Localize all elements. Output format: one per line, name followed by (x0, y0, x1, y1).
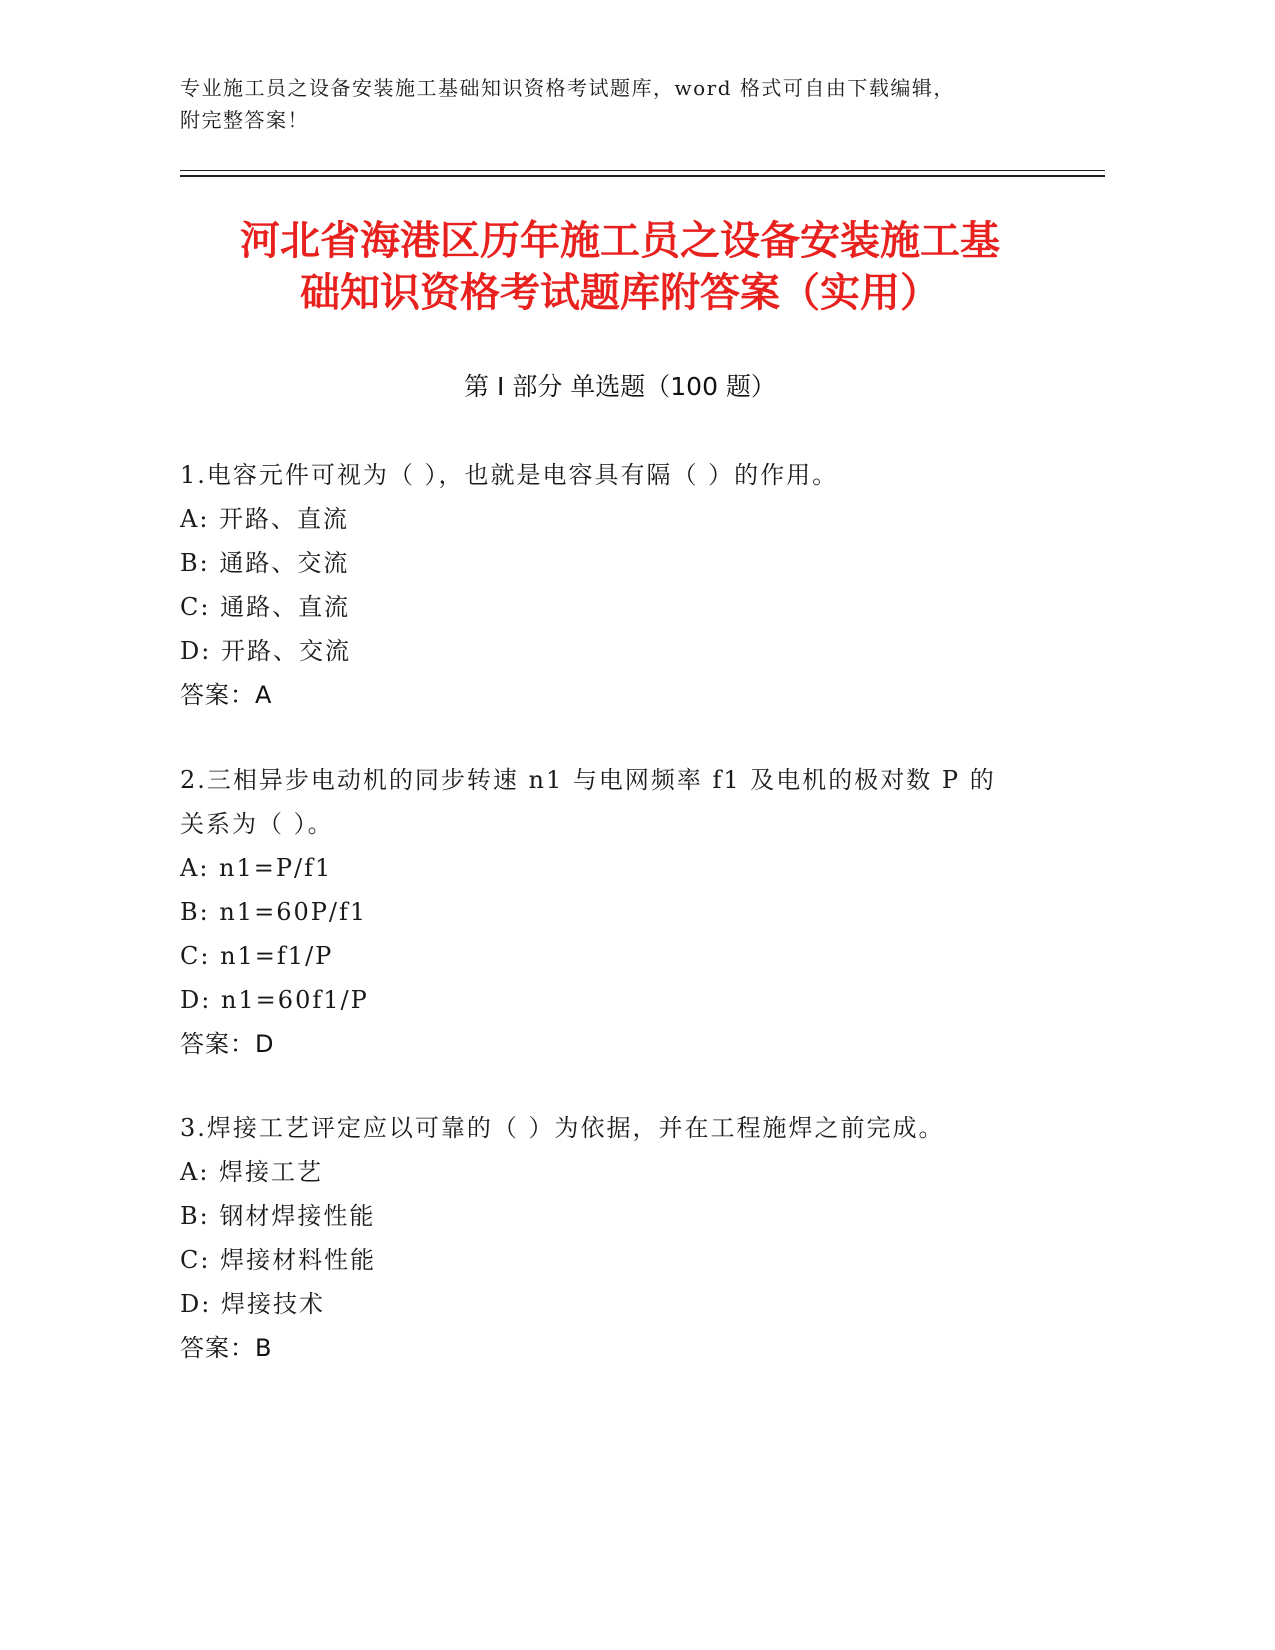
answer-line: 答案：D (180, 1030, 275, 1058)
question-stem (180, 453, 1060, 497)
answer-line: 答案：A (180, 681, 273, 709)
option-d: D: 焊接技术 (180, 1290, 325, 1318)
option-d: D: 开路、交流 (180, 637, 351, 665)
document-title (180, 215, 1060, 319)
question-block (180, 453, 1060, 717)
header-divider-thin (180, 170, 1105, 171)
question-block (180, 1106, 1060, 1370)
option-c: C: 焊接材料性能 (180, 1246, 377, 1274)
document-title-line-1: 河北省海港区历年施工员之设备安装施工基 (240, 218, 1000, 264)
question-stem-line: 2.三相异步电动机的同步转速 n1 与电网频率 f1 及电机的极对数 P 的 (180, 766, 996, 794)
question-stem (180, 1106, 1060, 1150)
option-a: A: 焊接工艺 (180, 1158, 324, 1186)
question-block (180, 758, 1060, 1066)
option-c: C: 通路、直流 (180, 593, 351, 621)
option-d: D: n1=60f1/P (180, 986, 369, 1014)
question-stem-line: 关系为（ ）。 (180, 810, 334, 838)
option-c: C: n1=f1/P (180, 942, 334, 970)
header-note-line-1: 专业施工员之设备安装施工基础知识资格考试题库，word 格式可自由下载编辑， (180, 76, 955, 100)
option-b: B: 通路、交流 (180, 549, 350, 577)
question-stem (180, 758, 1060, 846)
header-divider-thick (180, 175, 1105, 177)
option-b: B: n1=60P/f1 (180, 898, 368, 926)
answer-line: 答案：B (180, 1334, 273, 1362)
option-b: B: 钢材焊接性能 (180, 1202, 376, 1230)
question-stem-line: 3.焊接工艺评定应以可靠的（ ）为依据，并在工程施焊之前完成。 (180, 1114, 945, 1142)
header-note-line-2: 附完整答案！ (180, 108, 309, 132)
document-title-line-2: 础知识资格考试题库附答案（实用） (300, 270, 940, 316)
section-heading: 第 I 部分 单选题（100 题） (464, 372, 776, 401)
option-a: A: n1=P/f1 (180, 854, 333, 882)
question-stem-line: 1.电容元件可视为（ ），也就是电容具有隔（ ）的作用。 (180, 461, 839, 489)
option-a: A: 开路、直流 (180, 505, 350, 533)
header-note (180, 72, 1060, 136)
